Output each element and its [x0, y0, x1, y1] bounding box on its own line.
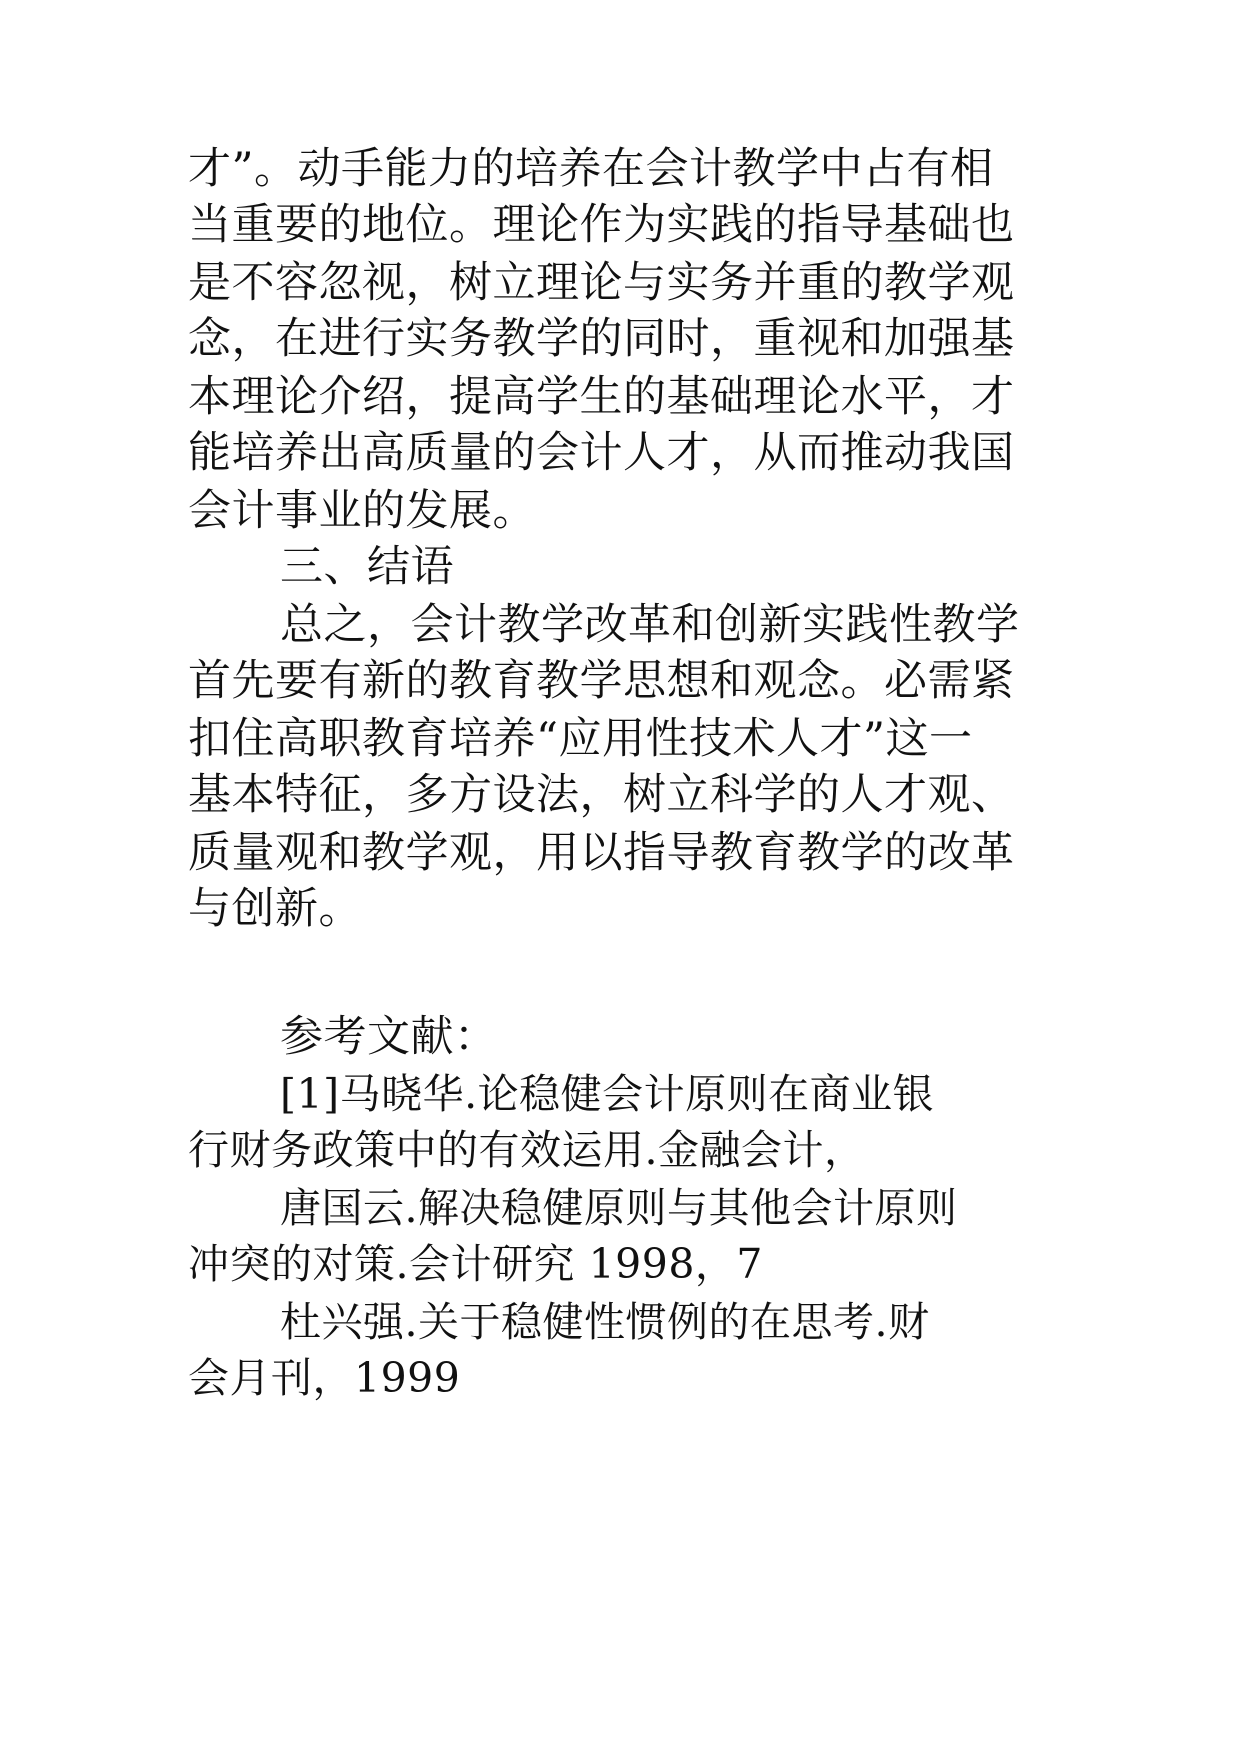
paragraph-line: 首先要有新的教育教学思想和观念。必需紧 — [188, 656, 1015, 706]
reference-entry-2-line-1: 唐国云.解决稳健原则与其他会计原则 — [280, 1184, 958, 1232]
paragraph-line: 能培养出高质量的会计人才，从而推动我国 — [188, 428, 1015, 478]
paragraph-line: 总之，会计教学改革和创新实践性教学 — [280, 600, 1020, 650]
paragraph-line: 是不容忽视，树立理论与实务并重的教学观 — [188, 258, 1015, 308]
paragraph-line: 质量观和教学观，用以指导教育教学的改革 — [188, 828, 1015, 878]
reference-entry-1-line-1: [1]马晓华.论稳健会计原则在商业银 — [280, 1070, 935, 1118]
section-heading: 三、结语 — [280, 542, 454, 592]
paragraph-line: 基本特征，多方设法，树立科学的人才观、 — [188, 770, 1015, 820]
reference-entry-1-line-2: 行财务政策中的有效运用.金融会计， — [188, 1126, 866, 1174]
paragraph-line: 本理论介绍，提高学生的基础理论水平，才 — [188, 372, 1015, 422]
reference-entry-3-line-1: 杜兴强.关于稳健性惯例的在思考.财 — [280, 1298, 930, 1346]
paragraph-line: 扣住高职教育培养“应用性技术人才”这一 — [188, 714, 973, 764]
reference-entry-2-line-2: 冲突的对策.会计研究 1998，7 — [188, 1240, 763, 1288]
paragraph-line: 念，在进行实务教学的同时，重视和加强基 — [188, 314, 1015, 364]
paragraph-line: 才”。动手能力的培养在会计教学中占有相 — [188, 144, 994, 194]
reference-entry-3-line-2: 会月刊，1999 — [188, 1354, 461, 1402]
paragraph-line: 会计事业的发展。 — [188, 486, 536, 536]
paragraph-line: 当重要的地位。理论作为实践的指导基础也 — [188, 200, 1015, 250]
paragraph-line: 与创新。 — [188, 884, 362, 934]
references-heading: 参考文献： — [280, 1012, 498, 1062]
